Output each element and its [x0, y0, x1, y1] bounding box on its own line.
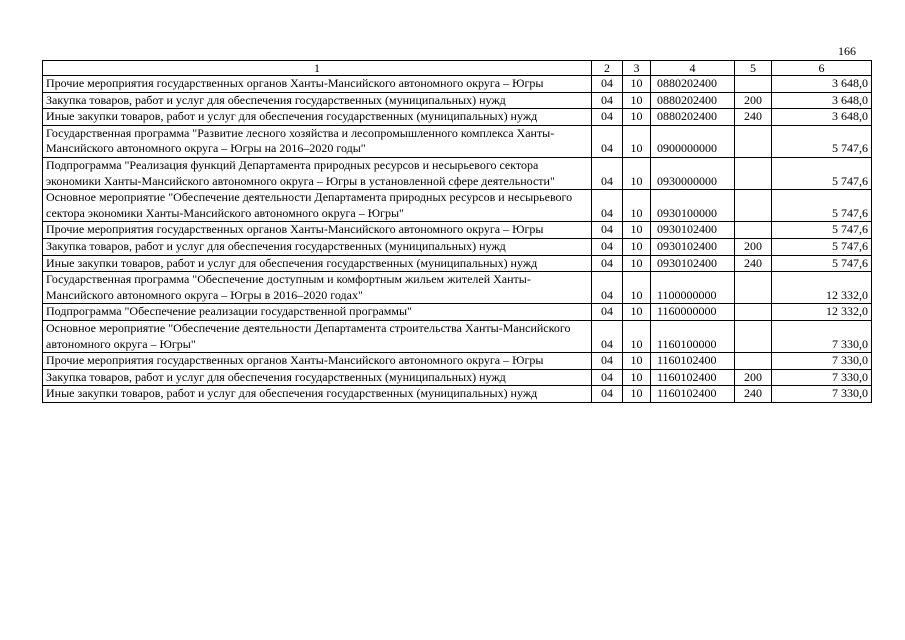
- item-name-cell: Прочие мероприятия государственных органов Ханты-Мансийского автономного округа – Югры: [43, 76, 592, 93]
- subsection-cell: 10: [623, 125, 651, 157]
- expense-type-cell: [735, 304, 772, 321]
- column-header: 4: [651, 61, 735, 76]
- amount-cell: 5 747,6: [772, 125, 872, 157]
- table-row: [43, 304, 872, 321]
- expense-type-cell: [735, 222, 772, 239]
- amount-cell: 12 332,0: [772, 272, 872, 304]
- item-name-cell: Государственная программа "Обеспечение доступным и комфортным жильем жителей Ханты-Мансийского автономного округа – Югры в 2016–2020 годах": [43, 272, 592, 304]
- item-name-cell: Прочие мероприятия государственных органов Ханты-Мансийского автономного округа – Югры: [43, 353, 592, 370]
- column-header: 2: [592, 61, 623, 76]
- section-cell: 04: [592, 320, 623, 352]
- subsection-cell: 10: [623, 304, 651, 321]
- expense-type-cell: [735, 157, 772, 189]
- amount-cell: 5 747,6: [772, 255, 872, 272]
- table-row: [43, 386, 872, 403]
- column-header: 3: [623, 61, 651, 76]
- column-header: 5: [735, 61, 772, 76]
- item-name-cell: Закупка товаров, работ и услуг для обеспечения государственных (муниципальных) нужд: [43, 92, 592, 109]
- column-header: 1: [43, 61, 592, 76]
- table-row: [43, 76, 872, 93]
- target-code-cell: 1160000000: [651, 304, 735, 321]
- target-code-cell: 0880202400: [651, 76, 735, 93]
- table-row: [43, 222, 872, 239]
- table-row: [43, 92, 872, 109]
- item-name-cell: Подпрограмма "Обеспечение реализации государственной программы": [43, 304, 592, 321]
- item-name-cell: Иные закупки товаров, работ и услуг для обеспечения государственных (муниципальных) нужд: [43, 255, 592, 272]
- page-number: 166: [838, 44, 856, 58]
- table-row: [43, 353, 872, 370]
- expense-type-cell: [735, 190, 772, 222]
- table-row: [43, 109, 872, 126]
- target-code-cell: 0930000000: [651, 157, 735, 189]
- amount-cell: 5 747,6: [772, 222, 872, 239]
- table-row: [43, 320, 872, 352]
- item-name-cell: Иные закупки товаров, работ и услуг для обеспечения государственных (муниципальных) нужд: [43, 109, 592, 126]
- section-cell: 04: [592, 255, 623, 272]
- expense-type-cell: [735, 320, 772, 352]
- amount-cell: 7 330,0: [772, 353, 872, 370]
- section-cell: 04: [592, 272, 623, 304]
- table-row: [43, 190, 872, 222]
- section-cell: 04: [592, 353, 623, 370]
- expense-type-cell: [735, 272, 772, 304]
- section-cell: 04: [592, 386, 623, 403]
- item-name-cell: Закупка товаров, работ и услуг для обеспечения государственных (муниципальных) нужд: [43, 369, 592, 386]
- target-code-cell: 1160102400: [651, 369, 735, 386]
- expense-type-cell: 240: [735, 109, 772, 126]
- section-cell: 04: [592, 125, 623, 157]
- table-row: [43, 255, 872, 272]
- section-cell: 04: [592, 109, 623, 126]
- expense-type-cell: [735, 125, 772, 157]
- amount-cell: 3 648,0: [772, 92, 872, 109]
- item-name-cell: Прочие мероприятия государственных органов Ханты-Мансийского автономного округа – Югры: [43, 222, 592, 239]
- section-cell: 04: [592, 190, 623, 222]
- subsection-cell: 10: [623, 386, 651, 403]
- expense-type-cell: 200: [735, 238, 772, 255]
- expense-type-cell: [735, 353, 772, 370]
- subsection-cell: 10: [623, 320, 651, 352]
- target-code-cell: 1100000000: [651, 272, 735, 304]
- table-header-row: [43, 61, 872, 76]
- section-cell: 04: [592, 304, 623, 321]
- item-name-cell: Иные закупки товаров, работ и услуг для обеспечения государственных (муниципальных) нужд: [43, 386, 592, 403]
- expense-type-cell: 200: [735, 92, 772, 109]
- amount-cell: 3 648,0: [772, 76, 872, 93]
- item-name-cell: Основное мероприятие "Обеспечение деятельности Департамента природных ресурсов и несырьевого сектора экономики Ханты-Мансийского автономного округа – Югры": [43, 190, 592, 222]
- target-code-cell: 0880202400: [651, 109, 735, 126]
- target-code-cell: 0930102400: [651, 222, 735, 239]
- table-body: [43, 76, 872, 403]
- target-code-cell: 1160102400: [651, 353, 735, 370]
- target-code-cell: 1160102400: [651, 386, 735, 403]
- amount-cell: 5 747,6: [772, 157, 872, 189]
- amount-cell: 7 330,0: [772, 369, 872, 386]
- section-cell: 04: [592, 222, 623, 239]
- subsection-cell: 10: [623, 190, 651, 222]
- amount-cell: 5 747,6: [772, 238, 872, 255]
- amount-cell: 7 330,0: [772, 320, 872, 352]
- column-header: 6: [772, 61, 872, 76]
- budget-table: [42, 60, 872, 403]
- subsection-cell: 10: [623, 92, 651, 109]
- subsection-cell: 10: [623, 369, 651, 386]
- item-name-cell: Государственная программа "Развитие лесного хозяйства и лесопромышленного комплекса Ханты-Мансийского автономного округа – Югры на 2016–2020 годы": [43, 125, 592, 157]
- section-cell: 04: [592, 157, 623, 189]
- subsection-cell: 10: [623, 76, 651, 93]
- target-code-cell: 0900000000: [651, 125, 735, 157]
- section-cell: 04: [592, 76, 623, 93]
- subsection-cell: 10: [623, 109, 651, 126]
- target-code-cell: 0930102400: [651, 255, 735, 272]
- expense-type-cell: 240: [735, 386, 772, 403]
- amount-cell: 7 330,0: [772, 386, 872, 403]
- table-row: [43, 157, 872, 189]
- expense-type-cell: 200: [735, 369, 772, 386]
- table-row: [43, 272, 872, 304]
- expense-type-cell: 240: [735, 255, 772, 272]
- target-code-cell: 0880202400: [651, 92, 735, 109]
- target-code-cell: 1160100000: [651, 320, 735, 352]
- subsection-cell: 10: [623, 238, 651, 255]
- subsection-cell: 10: [623, 222, 651, 239]
- item-name-cell: Подпрограмма "Реализация функций Департамента природных ресурсов и несырьевого сектора экономики Ханты-Мансийского автономного округа – Югры в установленной сфере деятельности": [43, 157, 592, 189]
- table-row: [43, 125, 872, 157]
- target-code-cell: 0930100000: [651, 190, 735, 222]
- subsection-cell: 10: [623, 255, 651, 272]
- section-cell: 04: [592, 92, 623, 109]
- table-row: [43, 369, 872, 386]
- item-name-cell: Основное мероприятие "Обеспечение деятельности Департамента строительства Ханты-Мансийского автономного округа – Югры": [43, 320, 592, 352]
- amount-cell: 12 332,0: [772, 304, 872, 321]
- target-code-cell: 0930102400: [651, 238, 735, 255]
- subsection-cell: 10: [623, 353, 651, 370]
- subsection-cell: 10: [623, 272, 651, 304]
- amount-cell: 5 747,6: [772, 190, 872, 222]
- section-cell: 04: [592, 238, 623, 255]
- section-cell: 04: [592, 369, 623, 386]
- item-name-cell: Закупка товаров, работ и услуг для обеспечения государственных (муниципальных) нужд: [43, 238, 592, 255]
- amount-cell: 3 648,0: [772, 109, 872, 126]
- table-row: [43, 238, 872, 255]
- expense-type-cell: [735, 76, 772, 93]
- subsection-cell: 10: [623, 157, 651, 189]
